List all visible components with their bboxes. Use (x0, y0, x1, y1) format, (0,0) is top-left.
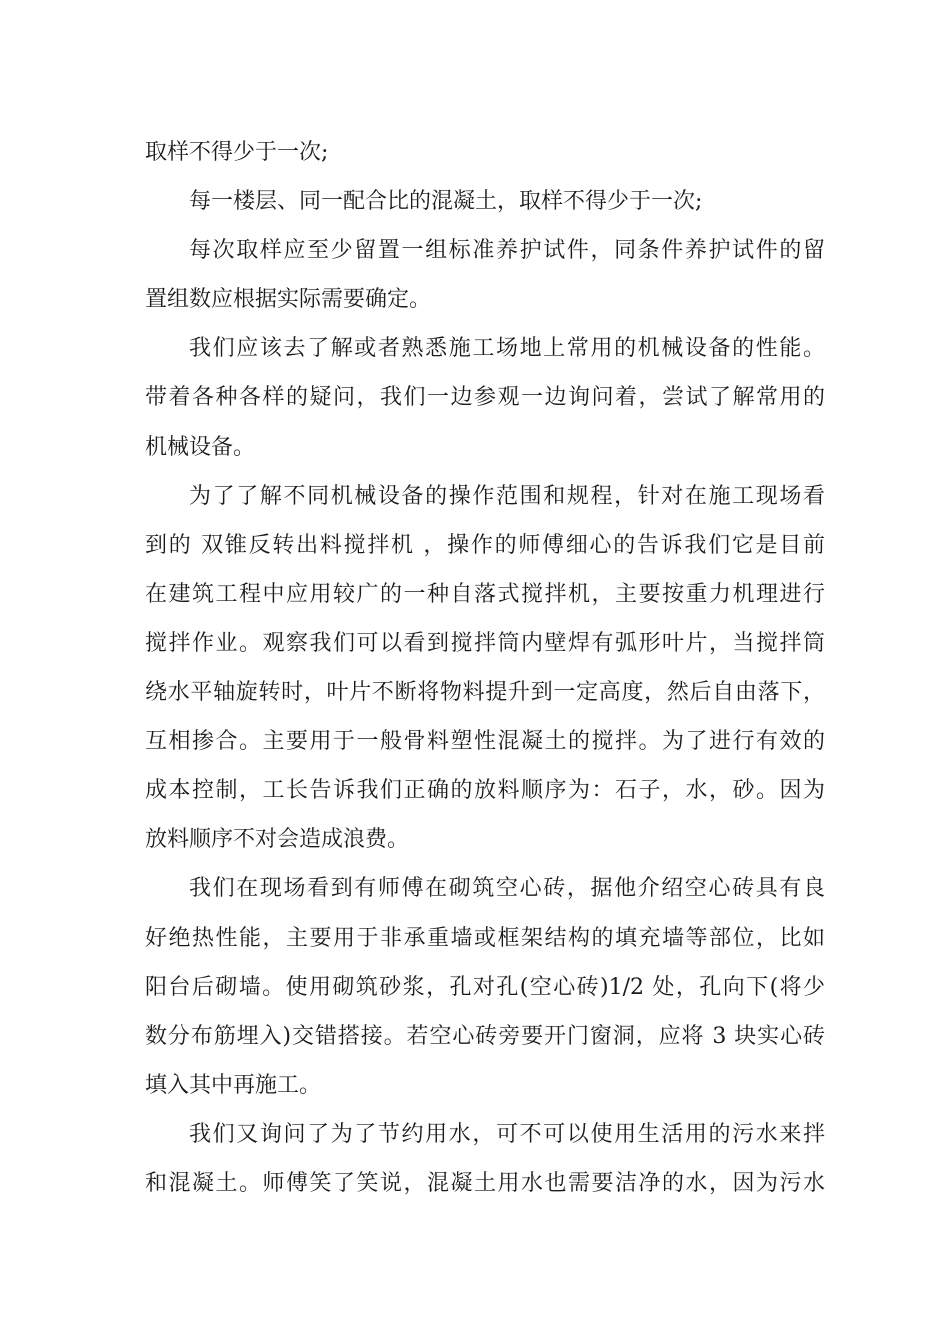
text-line: 填入其中再施工。 (145, 1072, 322, 1098)
text-line: 取样不得少于一次; (145, 140, 329, 165)
text-line: 数分布筋埋入)交错搭接。若空心砖旁要开门窗洞，应将 3 块实心砖 (145, 1023, 825, 1049)
text-line: 互相掺合。主要用于一般骨料塑性混凝土的搅拌。为了进行有效的 (145, 729, 825, 755)
text-line: 到的 双锥反转出料搅拌机 ，操作的师傅细心的告诉我们它是目前 (145, 532, 825, 558)
text-line: 在建筑工程中应用较广的一种自落式搅拌机，主要按重力机理进行 (145, 581, 825, 607)
text-line: 我们应该去了解或者熟悉施工场地上常用的机械设备的性能。 (189, 336, 825, 362)
text-line: 阳台后砌墙。使用砌筑砂浆，孔对孔(空心砖)1/2 处，孔向下(将少 (145, 974, 825, 1000)
text-line: 为了了解不同机械设备的操作范围和规程，针对在施工现场看 (189, 483, 825, 509)
text-line: 置组数应根据实际需要确定。 (145, 287, 432, 313)
text-line: 每次取样应至少留置一组标准养护试件，同条件养护试件的留 (189, 238, 825, 264)
document-body (145, 128, 825, 1208)
text-line: 绕水平轴旋转时，叶片不断将物料提升到一定高度，然后自由落下， (145, 680, 825, 706)
text-line: 我们又询问了为了节约用水，可不可以使用生活用的污水来拌 (189, 1121, 825, 1147)
text-line: 和混凝土。师傅笑了笑说，混凝土用水也需要洁净的水，因为污水 (145, 1170, 825, 1196)
text-line: 带着各种各样的疑问，我们一边参观一边询问着，尝试了解常用的 (145, 385, 825, 411)
text-line: 搅拌作业。观察我们可以看到搅拌筒内壁焊有弧形叶片，当搅拌筒 (145, 630, 825, 656)
text-line: 每一楼层、同一配合比的混凝土，取样不得少于一次; (189, 189, 703, 215)
text-line: 放料顺序不对会造成浪费。 (145, 827, 410, 853)
text-line: 好绝热性能，主要用于非承重墙或框架结构的填充墙等部位，比如 (145, 925, 825, 951)
text-line: 成本控制，工长告诉我们正确的放料顺序为：石子，水，砂。因为 (145, 778, 825, 804)
text-line: 我们在现场看到有师傅在砌筑空心砖，据他介绍空心砖具有良 (189, 876, 825, 902)
text-line: 机械设备。 (145, 434, 256, 460)
